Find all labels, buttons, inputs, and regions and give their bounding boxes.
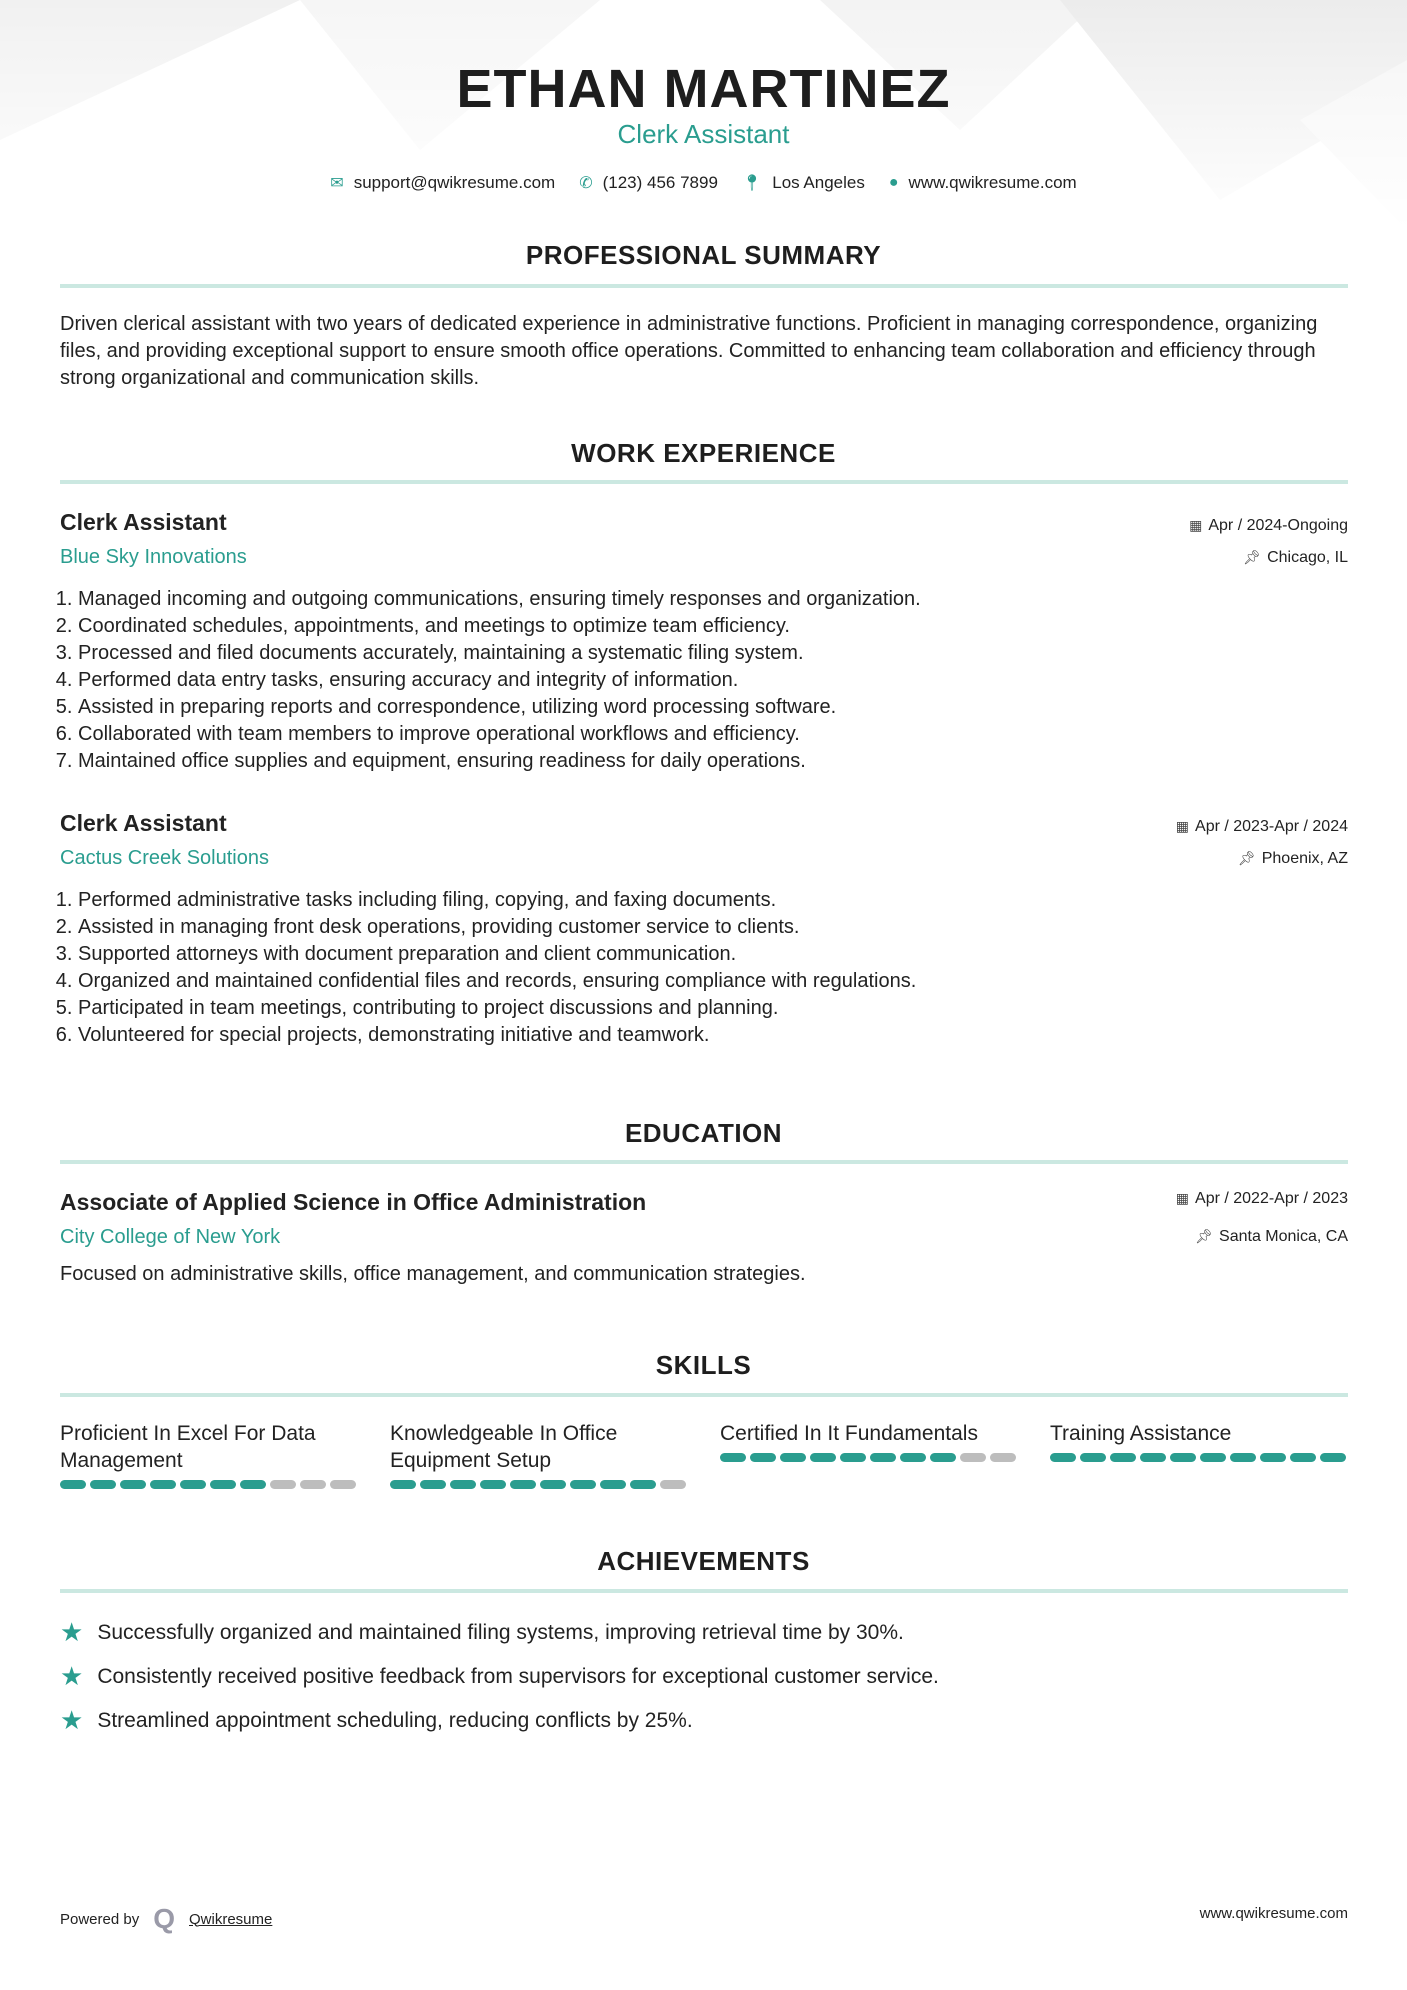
email-link[interactable]: support@qwikresume.com [353, 173, 556, 192]
star-icon: ★ [60, 1705, 84, 1735]
skill-level-segment [660, 1480, 686, 1489]
skills-heading: SKILLS [655, 1350, 752, 1380]
skill-level-segment [510, 1480, 536, 1489]
pin-icon: 📌︎ [1195, 1228, 1214, 1244]
pin-icon: 📌︎ [1237, 850, 1256, 866]
skill-level-segment [930, 1453, 956, 1462]
divider [60, 284, 1348, 288]
skill-level-segment [420, 1480, 446, 1489]
location-text: Santa Monica, CA [1219, 1228, 1348, 1245]
phone-text: (123) 456 7899 [602, 173, 718, 192]
location-text: Chicago, IL [1267, 549, 1348, 566]
calendar-icon: ▦ [1189, 517, 1203, 533]
skill-level-bar [390, 1480, 690, 1489]
list-item: 6. Collaborated with team members to improve operational workflows and efficiency. [78, 721, 921, 748]
job-title: Clerk Assistant [60, 509, 227, 535]
skill-level-segment [1320, 1453, 1346, 1462]
skill-level-segment [240, 1480, 266, 1489]
star-icon: ★ [60, 1617, 84, 1647]
skill-level-segment [750, 1453, 776, 1462]
skill-level-segment [90, 1480, 116, 1489]
skill-level-segment [840, 1453, 866, 1462]
powered-by-label: Powered by [60, 1910, 140, 1928]
list-item: 6. Volunteered for special projects, demonstrating initiative and teamwork. [78, 1022, 916, 1049]
skill-level-segment [210, 1480, 236, 1489]
achievement-item [60, 1661, 939, 1692]
skill-level-segment [450, 1480, 476, 1489]
experience-heading: WORK EXPERIENCE [571, 438, 836, 468]
calendar-icon: ▦ [1175, 1190, 1190, 1206]
skill-level-segment [1230, 1453, 1256, 1462]
summary-heading: PROFESSIONAL SUMMARY [525, 240, 882, 270]
skill-level-segment [540, 1480, 566, 1489]
skill-level-segment [390, 1480, 416, 1489]
achievement-item [60, 1617, 904, 1648]
degree-title: Associate of Applied Science in Office Administration [60, 1189, 647, 1215]
skill-level-segment [480, 1480, 506, 1489]
divider [60, 1160, 1348, 1164]
achievement-text: Successfully organized and maintained filing systems, improving retrieval time by 30%. [97, 1620, 904, 1644]
globe-icon: ● [888, 174, 899, 191]
skill-level-segment [1260, 1453, 1286, 1462]
email-icon: ✉ [330, 175, 344, 192]
education-dates [1176, 1190, 1348, 1208]
skill-level-segment [870, 1453, 896, 1462]
list-item: 5. Assisted in preparing reports and correspondence, utilizing word processing software. [78, 694, 921, 721]
divider [60, 480, 1348, 484]
location-text: Phoenix, AZ [1261, 850, 1348, 867]
qwikresume-logo-icon: Q [153, 1903, 175, 1934]
job-location [1243, 549, 1348, 567]
website-link[interactable]: www.qwikresume.com [908, 173, 1077, 192]
school-name: City College of New York [60, 1226, 281, 1248]
list-item: 5. Participated in team meetings, contributing to project discussions and planning. [78, 995, 916, 1022]
skill-name: Training Assistance [1050, 1422, 1232, 1445]
skill-level-segment [570, 1480, 596, 1489]
skill-item [60, 1420, 360, 1489]
skill-item [1050, 1420, 1350, 1462]
skill-item [390, 1420, 690, 1489]
skill-level-segment [780, 1453, 806, 1462]
skill-level-segment [120, 1480, 146, 1489]
list-item: 4. Performed data entry tasks, ensuring accuracy and integrity of information. [78, 667, 921, 694]
company-name: Cactus Creek Solutions [60, 847, 269, 869]
skill-name: Proficient In Excel For Data Management [60, 1422, 316, 1472]
skill-name: Knowledgeable In Office Equipment Setup [390, 1422, 618, 1472]
dates-text: Apr / 2022-Apr / 2023 [1195, 1190, 1348, 1207]
skill-level-bar [720, 1453, 1020, 1462]
skill-level-bar [60, 1480, 360, 1489]
skill-level-segment [180, 1480, 206, 1489]
job-bullets [54, 586, 921, 775]
calendar-icon: ▦ [1175, 818, 1190, 834]
contact-bar [0, 173, 1407, 193]
list-item: 2. Assisted in managing front desk operations, providing customer service to clients. [78, 914, 916, 941]
skill-level-segment [1110, 1453, 1136, 1462]
achievement-text: Consistently received positive feedback from supervisors for exceptional customer service. [97, 1664, 939, 1688]
list-item: 4. Organized and maintained confidential files and records, ensuring compliance with regulations. [78, 968, 916, 995]
list-item: 3. Supported attorneys with document preparation and client communication. [78, 941, 916, 968]
list-item: 1. Performed administrative tasks including filing, copying, and faxing documents. [78, 887, 916, 914]
list-item: 2. Coordinated schedules, appointments, and meetings to optimize team efficiency. [78, 613, 921, 640]
skill-level-segment [1080, 1453, 1106, 1462]
skill-level-segment [1170, 1453, 1196, 1462]
skill-level-segment [1140, 1453, 1166, 1462]
job-dates [1189, 517, 1348, 535]
skill-level-segment [1200, 1453, 1226, 1462]
skill-level-segment [720, 1453, 746, 1462]
skill-level-segment [300, 1480, 326, 1489]
summary-text: Driven clerical assistant with two years of dedicated experience in administrative functions. Proficient in managing correspondence, organizing files, and providing exceptional support to ensure smooth office operations. Committed to enhancing team collaboration and efficiency through strong organizational and communication skills. [60, 313, 1318, 389]
candidate-name: ETHAN MARTINEZ [456, 59, 951, 119]
candidate-title: Clerk Assistant [617, 119, 790, 149]
skill-level-segment [960, 1453, 986, 1462]
footer-powered [60, 1905, 272, 1933]
footer-website[interactable]: www.qwikresume.com [1199, 1905, 1348, 1922]
location-pin-icon: 📍︎ [741, 175, 763, 192]
list-item: 3. Processed and filed documents accurately, maintaining a systematic filing system. [78, 640, 921, 667]
achievement-text: Streamlined appointment scheduling, reducing conflicts by 25%. [97, 1708, 693, 1732]
skill-level-segment [990, 1453, 1016, 1462]
divider [60, 1393, 1348, 1397]
skill-level-bar [1050, 1453, 1350, 1462]
skill-level-segment [60, 1480, 86, 1489]
brand-link[interactable]: Qwikresume [189, 1910, 273, 1928]
skill-item [720, 1420, 1020, 1462]
skill-level-segment [810, 1453, 836, 1462]
list-item: 1. Managed incoming and outgoing communications, ensuring timely responses and organization. [78, 586, 921, 613]
job-bullets [54, 887, 916, 1049]
dates-text: Apr / 2023-Apr / 2024 [1195, 818, 1348, 835]
star-icon: ★ [60, 1661, 84, 1691]
skill-level-segment [150, 1480, 176, 1489]
company-name: Blue Sky Innovations [60, 546, 247, 568]
skill-level-segment [1290, 1453, 1316, 1462]
achievements-heading: ACHIEVEMENTS [597, 1546, 810, 1576]
skill-level-segment [330, 1480, 356, 1489]
location-text: Los Angeles [772, 173, 865, 192]
education-heading: EDUCATION [624, 1118, 783, 1148]
education-location [1195, 1228, 1348, 1246]
skill-level-segment [1050, 1453, 1076, 1462]
achievement-item [60, 1705, 693, 1736]
job-dates [1176, 818, 1348, 836]
skill-level-segment [630, 1480, 656, 1489]
pin-icon: 📌︎ [1243, 549, 1262, 565]
divider [60, 1589, 1348, 1593]
dates-text: Apr / 2024-Ongoing [1208, 517, 1348, 534]
job-title: Clerk Assistant [60, 810, 227, 836]
skill-level-segment [900, 1453, 926, 1462]
phone-icon: ✆ [579, 175, 593, 192]
skill-level-segment [270, 1480, 296, 1489]
job-location [1238, 850, 1348, 868]
education-description: Focused on administrative skills, office management, and communication strategies. [60, 1263, 806, 1285]
skill-name: Certified In It Fundamentals [720, 1422, 978, 1445]
list-item: 7. Maintained office supplies and equipment, ensuring readiness for daily operations. [78, 748, 921, 775]
skill-level-segment [600, 1480, 626, 1489]
